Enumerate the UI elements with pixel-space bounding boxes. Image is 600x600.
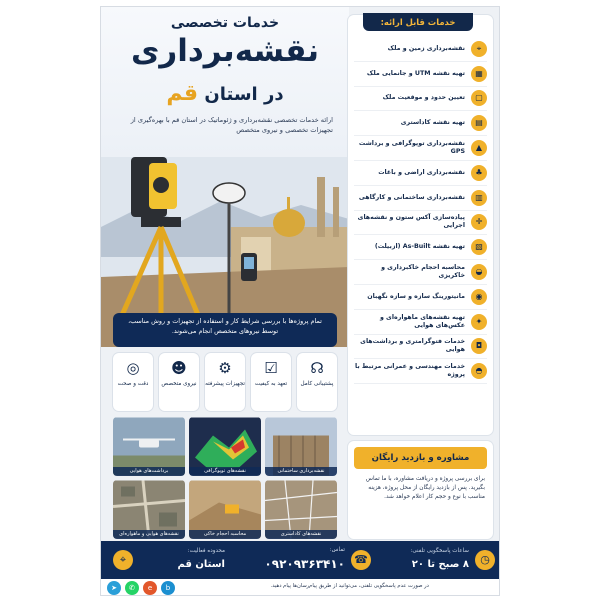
intro-text: ارائه خدمات تخصصی نقشه‌برداری و ژئوماتیک در استان قم با بهره‌گیری از تجهیزات تخصصی و نیروی متخصص xyxy=(130,116,333,134)
gallery-tile-construction xyxy=(265,417,337,476)
tree-icon: ♣ xyxy=(471,165,487,181)
features-row xyxy=(113,353,337,413)
consult-heading: مشاوره و بازدید رایگان xyxy=(354,447,487,469)
gallery-tile-cadastre xyxy=(265,480,337,539)
service-label: نقشه‌برداری توپوگرافی و برداشت GPS xyxy=(358,140,465,156)
gallery-caption: برداشت‌های هوایی xyxy=(113,467,185,476)
gallery-caption: نقشه‌های کاداستری xyxy=(265,530,337,539)
service-label: پیاده‌سازی آکس ستون و نقشه‌های اجرایی xyxy=(357,214,465,230)
gallery-tile-topography xyxy=(189,417,261,476)
gallery xyxy=(113,417,337,539)
phone-number[interactable]: ۰۹۲۰۹۳۶۳۴۱۰ xyxy=(264,557,345,571)
hours-block xyxy=(375,545,495,575)
service-label: تعیین حدود و موقعیت ملک xyxy=(382,94,465,102)
target-icon: ◎ xyxy=(126,359,140,377)
document-icon: ▤ xyxy=(471,115,487,131)
feature-card xyxy=(251,353,291,411)
grid-icon: ▦ xyxy=(471,66,487,82)
service-item xyxy=(354,37,487,62)
title-prefix: در استان xyxy=(204,84,284,105)
gallery-caption: نقشه‌های هوایی و ماهواره‌ای xyxy=(113,530,185,539)
team-icon: ☻ xyxy=(171,359,187,377)
consult-text: برای بررسی پروژه و دریافت مشاوره، با ما تماس بگیرید. پس از بازدید رایگان از محل پروژه، هزینه مناسب با نوع و حجم کار اعلام خواهد شد. xyxy=(365,476,485,500)
telegram-icon[interactable]: ➤ xyxy=(107,581,121,595)
camera-icon: ◘ xyxy=(471,338,487,354)
hours-label: ساعات پاسخگویی تلفنی: xyxy=(410,548,469,554)
gallery-caption: نقشه‌برداری ساختمانی xyxy=(265,467,337,476)
service-label: محاسبه احجام خاکبرداری و خاکریزی xyxy=(381,264,465,280)
headset-icon: ☊ xyxy=(310,359,324,377)
phone-block xyxy=(231,545,371,575)
gallery-tile-earthwork xyxy=(189,480,261,539)
helmet-icon: ◓ xyxy=(471,363,487,379)
service-item xyxy=(354,111,487,136)
eitaa-icon[interactable]: e xyxy=(143,581,157,595)
feature-label: پشتیبانی کامل xyxy=(300,381,334,387)
footer xyxy=(101,579,500,596)
gallery-caption: نقشه‌های توپوگرافی xyxy=(189,467,261,476)
monitor-icon: ◉ xyxy=(471,289,487,305)
service-label: تهیه نقشه As-Built (ازبیلت) xyxy=(374,243,465,251)
service-item xyxy=(354,211,487,236)
contact-bar xyxy=(101,541,500,579)
mountain-icon: ▲ xyxy=(471,140,487,156)
poster xyxy=(100,6,500,596)
feature-card xyxy=(205,353,245,411)
hours-value: ۸ صبح تا ۲۰ xyxy=(411,559,469,570)
blueprint-icon: ▧ xyxy=(471,239,487,255)
feature-card xyxy=(159,353,199,411)
service-label: تهیه نقشه‌های ماهواره‌ای و عکس‌های هوایی xyxy=(379,313,465,329)
service-item xyxy=(354,186,487,211)
service-label: نقشه‌برداری اراضی و باغات xyxy=(378,168,465,176)
feature-label: دقت و صحت xyxy=(117,381,149,387)
service-label: تهیه نقشه UTM و جانمایی ملک xyxy=(366,69,465,77)
service-item xyxy=(354,62,487,87)
main-title: نقشه‌برداری xyxy=(130,33,319,69)
service-label: نقشه‌برداری ساختمانی و کارگاهی xyxy=(358,193,465,201)
services-list xyxy=(354,37,487,384)
service-item xyxy=(354,285,487,310)
service-label: خدمات مهندسی و عمرانی مرتبط با پروژه xyxy=(354,363,465,379)
whatsapp-icon[interactable]: ✆ xyxy=(125,581,139,595)
service-item xyxy=(354,235,487,260)
satellite-icon: ✦ xyxy=(471,314,487,330)
volume-icon: ◒ xyxy=(471,264,487,280)
gallery-tile-satellite xyxy=(113,480,185,539)
feature-label: نیروی متخصص xyxy=(161,381,197,387)
service-label: خدمات فتوگرامتری و برداشت‌های هوایی xyxy=(360,338,465,354)
service-label: تهیه نقشه کاداستری xyxy=(400,119,465,127)
title-line1: خدمات تخصصی xyxy=(170,15,280,31)
feature-label: تجهیزات پیشرفته xyxy=(205,381,245,387)
service-item xyxy=(354,260,487,285)
building-icon: ▥ xyxy=(471,190,487,206)
hero-section xyxy=(101,7,349,347)
services-panel xyxy=(348,15,493,435)
checklist-icon: ☑ xyxy=(264,359,278,377)
info-banner: تمام پروژه‌ها با بررسی شرایط کار و استفاده از تجهیزات و روش مناسب، توسط نیروهای متخصص انجام می‌شوند. xyxy=(113,313,337,347)
title-line3 xyxy=(109,81,341,106)
service-item xyxy=(354,87,487,112)
area-value: استان قم xyxy=(177,559,225,570)
feature-label: تعهد به کیفیت xyxy=(254,381,288,387)
clock-icon: ◷ xyxy=(475,550,495,570)
bounds-icon: ▢ xyxy=(471,90,487,106)
service-item xyxy=(354,161,487,186)
service-item xyxy=(354,136,487,161)
gallery-tile-drone xyxy=(113,417,185,476)
phone-icon: ☎ xyxy=(351,550,371,570)
map-pin-icon: ⌖ xyxy=(471,41,487,57)
service-label: مانیتورینگ سازه و سازه نگهبان xyxy=(367,292,465,300)
consult-box xyxy=(348,441,493,539)
footer-text: در صورت عدم پاسخگویی تلفنی، می‌توانید از طریق پیام‌رسان‌ها پیام دهید. xyxy=(270,583,429,589)
services-header: خدمات قابل ارائه: xyxy=(363,13,473,31)
title-city: قم xyxy=(166,81,199,106)
service-label: نقشه‌برداری زمین و ملک xyxy=(387,44,465,52)
area-block xyxy=(107,545,225,575)
feature-card xyxy=(113,353,153,411)
service-item xyxy=(354,310,487,335)
service-item xyxy=(354,359,487,384)
location-pin-icon: ⌖ xyxy=(113,550,133,570)
service-item xyxy=(354,335,487,360)
axis-icon: ✛ xyxy=(471,214,487,230)
phone-label: تماس: xyxy=(329,547,345,553)
feature-card xyxy=(297,353,337,411)
gear-icon: ⚙ xyxy=(218,359,232,377)
gallery-caption: محاسبه احجام خاکی xyxy=(189,530,261,539)
area-label: محدوده فعالیت: xyxy=(187,548,225,554)
bale-icon[interactable]: b xyxy=(161,581,175,595)
